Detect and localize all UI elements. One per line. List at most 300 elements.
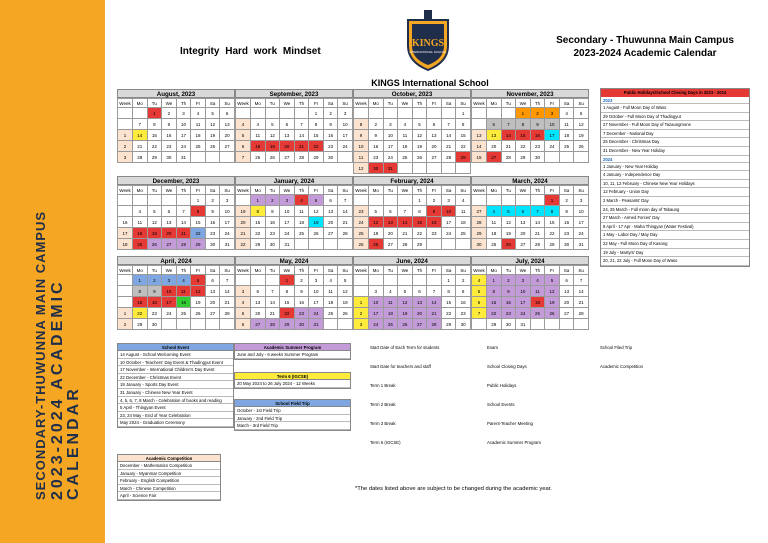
month-calendar: [117, 256, 235, 330]
day-cell: 26: [309, 228, 324, 239]
school-events-list: [118, 351, 233, 427]
week-number: 10: [354, 141, 369, 152]
day-cell: 2: [456, 275, 471, 286]
day-cell: 5: [398, 286, 413, 297]
day-header: Tu: [501, 99, 516, 108]
logo-text: KINGS: [411, 38, 445, 49]
day-cell: 22: [251, 228, 266, 239]
day-cell: 21: [338, 217, 353, 228]
day-cell: 28: [220, 308, 235, 319]
disclaimer: *The dates listed above are subject to be changed during the academic year.: [355, 486, 552, 492]
day-cell: [487, 108, 502, 119]
day-header: Sa: [323, 99, 338, 108]
day-cell: 24: [338, 141, 353, 152]
day-cell: 11: [559, 119, 574, 130]
day-cell: 20: [220, 130, 235, 141]
day-cell: 8: [147, 119, 162, 130]
day-cell: 9: [559, 206, 574, 217]
day-cell: [220, 319, 235, 330]
week-number: [236, 108, 251, 119]
holidays-list-2023: [601, 104, 749, 156]
day-header: Th: [530, 186, 545, 195]
day-header: Week: [119, 267, 131, 273]
day-cell: 5: [545, 275, 560, 286]
day-cell: 11: [323, 286, 338, 297]
day-cell: 2: [323, 108, 338, 119]
day-cell: 16: [530, 130, 545, 141]
month-title: November, 2023: [471, 89, 589, 98]
week-number: 22: [236, 239, 251, 250]
day-cell: 13: [220, 119, 235, 130]
day-cell: 23: [294, 308, 309, 319]
month-calendar: [235, 256, 353, 330]
day-cell: 24: [162, 308, 177, 319]
week-number: 2: [118, 319, 133, 330]
day-cell: 16: [147, 297, 162, 308]
day-cell: 24: [369, 319, 384, 330]
day-cell: 6: [559, 275, 574, 286]
day-cell: 13: [516, 217, 531, 228]
event-item: May 2024 - Graduation Ceremony: [118, 419, 233, 427]
day-header: Fr: [191, 99, 206, 108]
day-cell: 17: [162, 297, 177, 308]
day-header: Th: [176, 266, 191, 275]
day-cell: 24: [383, 152, 398, 163]
week-number: 3: [354, 319, 369, 330]
day-cell: [205, 152, 220, 163]
day-cell: [487, 195, 502, 206]
day-cell: 22: [412, 228, 427, 239]
campus-heading: [555, 34, 735, 60]
day-cell: 5: [412, 119, 427, 130]
day-header: Week: [473, 267, 485, 273]
day-cell: [205, 319, 220, 330]
day-header: Week: [237, 187, 249, 193]
day-cell: 12: [412, 130, 427, 141]
day-cell: 29: [456, 152, 471, 163]
day-cell: 9: [323, 119, 338, 130]
day-cell: 27: [383, 239, 398, 250]
day-cell: 10: [162, 286, 177, 297]
month-calendar: [353, 256, 471, 330]
day-cell: 18: [559, 130, 574, 141]
day-header: Su: [220, 186, 235, 195]
day-cell: 21: [427, 308, 442, 319]
day-cell: 17: [545, 130, 560, 141]
competition-list: [118, 462, 220, 500]
day-cell: 16: [501, 297, 516, 308]
day-cell: 3: [280, 195, 295, 206]
day-cell: 26: [265, 152, 280, 163]
month-title: April, 2024: [117, 256, 235, 265]
box-title: Academic Summer Program: [235, 344, 350, 351]
day-cell: 13: [412, 297, 427, 308]
day-cell: [176, 319, 191, 330]
day-cell: 26: [369, 239, 384, 250]
day-cell: 29: [487, 319, 502, 330]
day-cell: 4: [294, 195, 309, 206]
week-number: 6: [236, 141, 251, 152]
day-cell: 20: [280, 141, 295, 152]
month-title: July, 2024: [471, 256, 589, 265]
day-cell: 25: [323, 308, 338, 319]
day-header: Mo: [133, 186, 148, 195]
competition-box: [117, 454, 221, 501]
day-header: Tu: [383, 99, 398, 108]
day-header: Fr: [191, 266, 206, 275]
day-cell: 28: [294, 152, 309, 163]
day-header: Mo: [487, 266, 502, 275]
day-cell: 25: [456, 228, 471, 239]
month-title: May, 2024: [235, 256, 353, 265]
day-cell: 28: [501, 152, 516, 163]
day-header: Week: [473, 187, 485, 193]
day-cell: [427, 108, 442, 119]
day-header: Fr: [309, 266, 324, 275]
day-cell: [147, 195, 162, 206]
day-cell: 19: [338, 297, 353, 308]
day-header: Tu: [265, 186, 280, 195]
day-header: Mo: [251, 266, 266, 275]
day-cell: 25: [559, 141, 574, 152]
day-header: Su: [456, 186, 471, 195]
week-number: [118, 119, 133, 130]
event-item: 31 January - Chinese New Year Event: [118, 389, 233, 397]
day-cell: 22: [545, 228, 560, 239]
day-cell: 22: [441, 308, 456, 319]
week-number: 1: [354, 297, 369, 308]
day-cell: 9: [427, 206, 442, 217]
day-header: Mo: [133, 266, 148, 275]
day-cell: 14: [133, 130, 148, 141]
day-cell: 12: [191, 286, 206, 297]
day-cell: [427, 239, 442, 250]
event-item: October - 1st Field Trip: [235, 407, 350, 415]
day-cell: 10: [220, 206, 235, 217]
day-cell: 23: [323, 141, 338, 152]
day-cell: 15: [516, 130, 531, 141]
day-cell: 27: [487, 152, 502, 163]
week-number: [354, 195, 369, 206]
day-header: Mo: [251, 99, 266, 108]
day-cell: 18: [133, 228, 148, 239]
day-cell: 16: [162, 130, 177, 141]
day-cell: 6: [280, 119, 295, 130]
sidebar-line1: SECONDARY-THUWUNNA MAIN CAMPUS: [33, 210, 48, 500]
holidays-list-2024: [601, 163, 749, 266]
day-header: Su: [220, 266, 235, 275]
day-cell: 28: [441, 152, 456, 163]
day-cell: 7: [398, 206, 413, 217]
day-header: Tu: [147, 266, 162, 275]
week-number: 21: [236, 228, 251, 239]
day-cell: 26: [545, 308, 560, 319]
day-cell: 26: [398, 319, 413, 330]
day-cell: 2: [147, 275, 162, 286]
week-number: [118, 206, 133, 217]
day-cell: [456, 163, 471, 174]
day-cell: 19: [309, 217, 324, 228]
motto: Integrity Hard work Mindset: [180, 46, 321, 57]
day-cell: 13: [487, 130, 502, 141]
day-cell: 4: [323, 275, 338, 286]
day-header: Sa: [441, 186, 456, 195]
day-header: We: [516, 186, 531, 195]
week-number: 15: [472, 152, 487, 163]
sidebar: [0, 0, 105, 543]
day-cell: 10: [176, 119, 191, 130]
day-cell: 11: [251, 130, 266, 141]
day-cell: [191, 152, 206, 163]
day-cell: 16: [205, 217, 220, 228]
day-cell: 6: [162, 206, 177, 217]
day-cell: [338, 152, 353, 163]
day-header: Th: [530, 266, 545, 275]
day-cell: 15: [191, 217, 206, 228]
day-header: Mo: [369, 99, 384, 108]
campus-line2: 2023-2024 Academic Calendar: [573, 48, 717, 59]
day-header: Tu: [147, 186, 162, 195]
legend-label: Parent-Teacher Meeting: [487, 421, 533, 426]
day-cell: 20: [205, 297, 220, 308]
month-calendar: [117, 89, 235, 163]
day-cell: 16: [369, 141, 384, 152]
day-cell: 22: [309, 141, 324, 152]
day-cell: 1: [412, 195, 427, 206]
day-cell: 28: [176, 239, 191, 250]
day-header: We: [280, 186, 295, 195]
day-header: We: [162, 99, 177, 108]
day-header: We: [162, 186, 177, 195]
month-title: October, 2023: [353, 89, 471, 98]
day-header: Week: [355, 187, 367, 193]
week-number: [118, 275, 133, 286]
day-cell: 14: [338, 206, 353, 217]
day-header: Mo: [487, 186, 502, 195]
week-number: 5: [236, 308, 251, 319]
holiday-item: 24, 25 March - Full moon day of Tabaung: [601, 206, 749, 215]
day-cell: 29: [545, 239, 560, 250]
day-header: Tu: [265, 266, 280, 275]
day-cell: [176, 195, 191, 206]
day-cell: 24: [220, 228, 235, 239]
day-cell: 10: [309, 286, 324, 297]
event-item: June and July - 6 weeks Summer Program: [235, 351, 350, 359]
week-number: 2: [354, 308, 369, 319]
day-header: Sa: [323, 186, 338, 195]
week-number: 8: [354, 119, 369, 130]
day-header: Week: [119, 100, 131, 106]
day-cell: 20: [251, 308, 266, 319]
day-cell: 5: [338, 275, 353, 286]
day-header: Fr: [191, 186, 206, 195]
day-header: Week: [237, 267, 249, 273]
day-cell: 6: [220, 108, 235, 119]
day-cell: 17: [441, 217, 456, 228]
week-number: 26: [354, 239, 369, 250]
day-cell: 20: [487, 141, 502, 152]
day-cell: 22: [147, 141, 162, 152]
holidays-year: 2024: [601, 156, 749, 163]
day-header: Tu: [501, 266, 516, 275]
week-number: [236, 275, 251, 286]
day-cell: 9: [294, 286, 309, 297]
day-cell: 11: [133, 217, 148, 228]
day-cell: 2: [162, 108, 177, 119]
day-cell: 10: [441, 206, 456, 217]
day-header: Sa: [559, 99, 574, 108]
week-number: 6: [472, 297, 487, 308]
day-cell: [133, 195, 148, 206]
day-cell: 6: [516, 206, 531, 217]
day-cell: [412, 163, 427, 174]
day-cell: 28: [574, 308, 589, 319]
event-item: December - Mathematics Competition: [118, 462, 220, 470]
day-cell: 8: [133, 286, 148, 297]
day-cell: 21: [133, 141, 148, 152]
event-item: 20 May 2024 to 26 July 2024 - 12 Weeks: [235, 380, 350, 388]
month-title: August, 2023: [117, 89, 235, 98]
day-header: Su: [456, 266, 471, 275]
week-number: [118, 286, 133, 297]
day-cell: 31: [220, 239, 235, 250]
week-number: 5: [472, 286, 487, 297]
day-cell: 12: [369, 217, 384, 228]
day-cell: 12: [398, 297, 413, 308]
day-cell: 26: [191, 308, 206, 319]
day-header: Sa: [559, 266, 574, 275]
week-number: [118, 108, 133, 119]
event-item: January - Myanmar Competition: [118, 470, 220, 478]
holiday-item: 1 May - Labor Day / May Day: [601, 231, 749, 240]
week-number: 24: [354, 217, 369, 228]
event-item: March - 3rd Field Trip: [235, 422, 350, 430]
school-name: KINGS International School: [371, 78, 489, 88]
igcse-list: [235, 380, 350, 388]
day-cell: [441, 239, 456, 250]
day-cell: 16: [323, 130, 338, 141]
day-cell: 18: [487, 228, 502, 239]
day-cell: [369, 275, 384, 286]
day-cell: 14: [501, 130, 516, 141]
day-cell: [338, 239, 353, 250]
week-number: 17: [118, 228, 133, 239]
day-header: Sa: [205, 186, 220, 195]
day-cell: 19: [205, 130, 220, 141]
week-number: 16: [118, 217, 133, 228]
day-cell: [530, 195, 545, 206]
day-cell: 14: [427, 297, 442, 308]
day-cell: 18: [530, 297, 545, 308]
day-cell: 25: [251, 152, 266, 163]
day-cell: 21: [501, 141, 516, 152]
day-cell: 29: [191, 239, 206, 250]
day-cell: 13: [427, 130, 442, 141]
day-cell: 6: [412, 286, 427, 297]
day-cell: [456, 239, 471, 250]
day-cell: 13: [323, 206, 338, 217]
day-cell: 4: [191, 108, 206, 119]
day-cell: 30: [369, 163, 384, 174]
day-cell: 1: [516, 108, 531, 119]
day-cell: 13: [280, 130, 295, 141]
day-cell: 15: [412, 217, 427, 228]
week-number: [354, 286, 369, 297]
day-cell: 27: [412, 319, 427, 330]
event-item: 10 October - Teachers' Day Event & Thadingyut Event: [118, 359, 233, 367]
day-cell: 27: [427, 152, 442, 163]
day-header: Fr: [309, 186, 324, 195]
sidebar-line2: 2023-2024 ACADEMIC CALENDAR: [49, 279, 82, 500]
day-header: Su: [220, 99, 235, 108]
day-cell: 26: [501, 239, 516, 250]
day-cell: [501, 108, 516, 119]
legend-label: Academic Competition: [600, 364, 643, 369]
day-cell: 27: [559, 308, 574, 319]
week-number: 1: [118, 308, 133, 319]
holidays-year: 2023: [601, 97, 749, 104]
event-item: January - 2nd Field Trip: [235, 415, 350, 423]
week-number: 3: [236, 286, 251, 297]
day-cell: 29: [309, 152, 324, 163]
day-header: We: [280, 266, 295, 275]
day-header: Th: [294, 266, 309, 275]
day-cell: 9: [501, 286, 516, 297]
day-cell: 12: [545, 286, 560, 297]
day-cell: 23: [162, 141, 177, 152]
day-header: Tu: [383, 266, 398, 275]
day-header: Su: [338, 266, 353, 275]
day-cell: 9: [265, 206, 280, 217]
day-cell: [323, 319, 338, 330]
week-number: [118, 297, 133, 308]
day-cell: 21: [294, 141, 309, 152]
day-cell: 23: [205, 228, 220, 239]
day-header: Su: [338, 99, 353, 108]
day-cell: 30: [530, 152, 545, 163]
week-number: 2: [118, 141, 133, 152]
day-header: Th: [176, 99, 191, 108]
day-cell: 1: [280, 275, 295, 286]
day-cell: 20: [412, 308, 427, 319]
event-item: 23, 24 May - End of Year Celebration: [118, 412, 233, 420]
box-title: School Field Trip: [235, 400, 350, 407]
day-cell: 5: [574, 108, 589, 119]
week-number: 7: [472, 308, 487, 319]
day-cell: [427, 275, 442, 286]
day-cell: [162, 319, 177, 330]
day-cell: 7: [220, 275, 235, 286]
day-cell: 28: [427, 319, 442, 330]
day-cell: 21: [220, 297, 235, 308]
day-cell: 17: [574, 217, 589, 228]
day-cell: 28: [265, 319, 280, 330]
day-header: Tu: [383, 186, 398, 195]
day-cell: 3: [176, 108, 191, 119]
day-cell: 27: [323, 228, 338, 239]
day-cell: 6: [487, 119, 502, 130]
legend-label: Public Holidays: [487, 383, 517, 388]
day-cell: 10: [574, 206, 589, 217]
month-calendar: [353, 176, 471, 250]
day-header: Th: [412, 186, 427, 195]
day-cell: 29: [516, 152, 531, 163]
day-header: Week: [119, 187, 131, 193]
day-cell: [398, 108, 413, 119]
day-cell: 5: [265, 119, 280, 130]
week-number: [472, 319, 487, 330]
day-cell: 7: [530, 206, 545, 217]
